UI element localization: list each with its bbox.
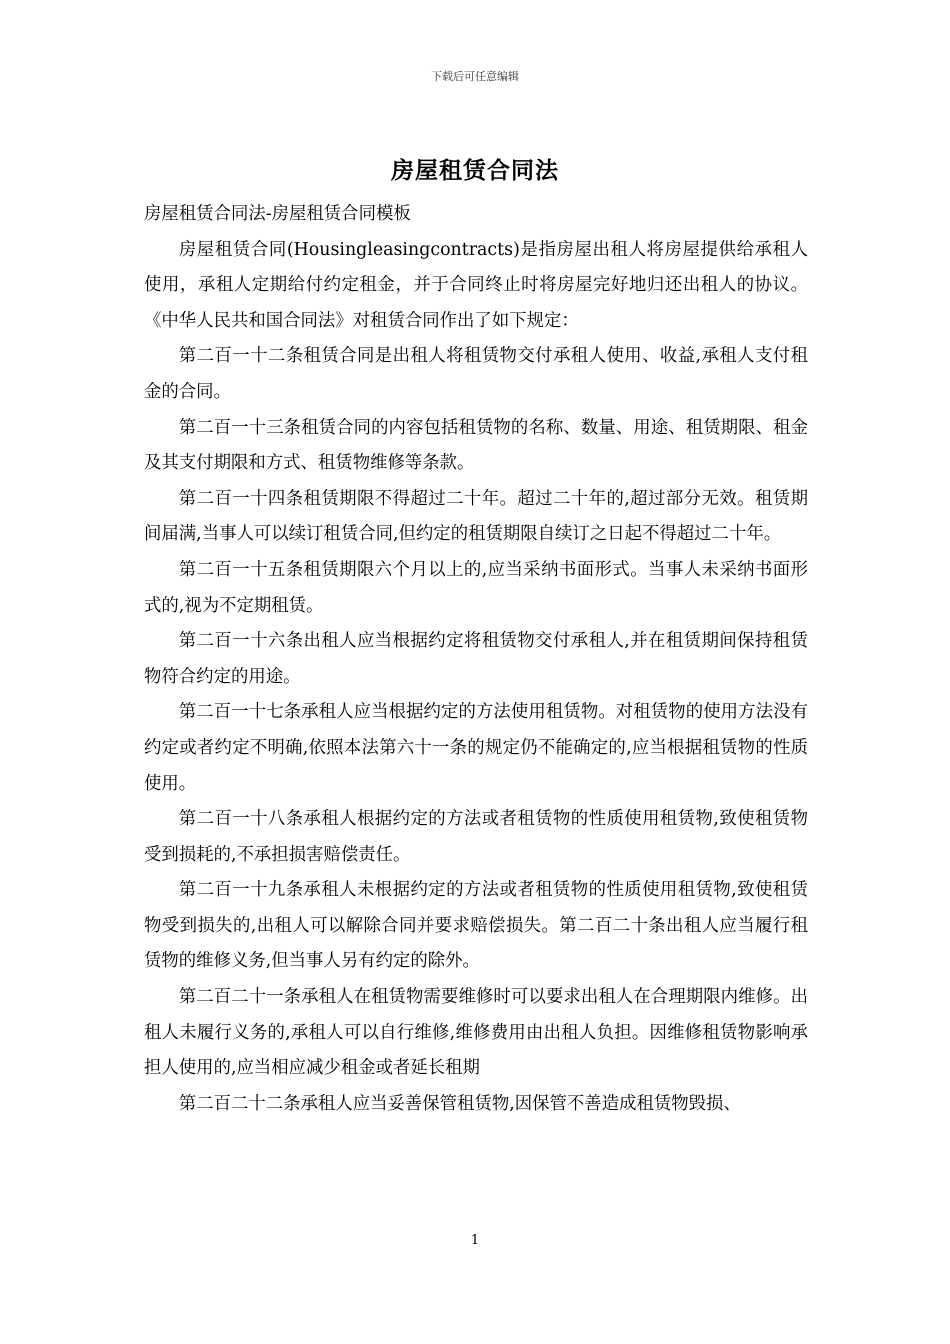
body-paragraph: 第二百一十八条承租人根据约定的方法或者租赁物的性质使用租赁物,致使租赁物受到损耗的,不承担损害赔偿责任。 bbox=[144, 809, 808, 865]
body-paragraph: 第二百一十三条租赁合同的内容包括租赁物的名称、数量、用途、租赁期限、租金及其支付期限和方式、租赁物维修等条款。 bbox=[144, 417, 808, 474]
subtitle-paragraph: 房屋租赁合同法-房屋租赁合同模板 bbox=[144, 204, 411, 224]
document-title: 房屋租赁合同法 bbox=[391, 158, 559, 184]
document-body bbox=[144, 197, 808, 1122]
body-paragraph: 第二百一十九条承租人未根据约定的方法或者租赁物的性质使用租赁物,致使租赁物受到损失的,出租人可以解除合同并要求赔偿损失。第二百二十条出租人应当履行租赁物的维修义务,但当事人另有约定的除外。 bbox=[144, 880, 808, 972]
body-paragraph: 第二百一十四条租赁期限不得超过二十年。超过二十年的,超过部分无效。租赁期间届满,当事人可以续订租赁合同,但约定的租赁期限自续订之日起不得超过二十年。 bbox=[144, 488, 808, 545]
body-paragraph: 第二百一十七条承租人应当根据约定的方法使用租赁物。对租赁物的使用方法没有约定或者约定不明确,依照本法第六十一条的规定仍不能确定的,应当根据租赁物的性质使用。 bbox=[144, 702, 808, 794]
page-number: 1 bbox=[470, 1233, 480, 1248]
body-paragraph: 第二百一十五条租赁期限六个月以上的,应当采纳书面形式。当事人未采纳书面形式的,视为不定期租赁。 bbox=[144, 559, 808, 616]
body-paragraph: 房屋租赁合同(Housingleasingcontracts)是指房屋出租人将房屋提供给承租人使用，承租人定期给付约定租金，并于合同终止时将房屋完好地归还出租人的协议。《中华人民共和国合同法》对租赁合同作出了如下规定： bbox=[144, 239, 808, 331]
body-paragraph: 第二百二十二条承租人应当妥善保管租赁物,因保管不善造成租赁物毁损、 bbox=[178, 1093, 741, 1114]
header-note: 下载后可任意编辑 bbox=[431, 70, 519, 83]
body-paragraph: 第二百一十六条出租人应当根据约定将租赁物交付承租人,并在租赁期间保持租赁物符合约定的用途。 bbox=[144, 631, 808, 687]
body-paragraph: 第二百二十一条承租人在租赁物需要维修时可以要求出租人在合理期限内维修。出租人未履行义务的,承租人可以自行维修,维修费用由出租人负担。因维修租赁物影响承担人使用的,应当相应减少租金或者延长租期 bbox=[144, 987, 808, 1079]
body-paragraph: 第二百一十二条租赁合同是出租人将租赁物交付承租人使用、收益,承租人支付租金的合同。 bbox=[144, 346, 808, 402]
